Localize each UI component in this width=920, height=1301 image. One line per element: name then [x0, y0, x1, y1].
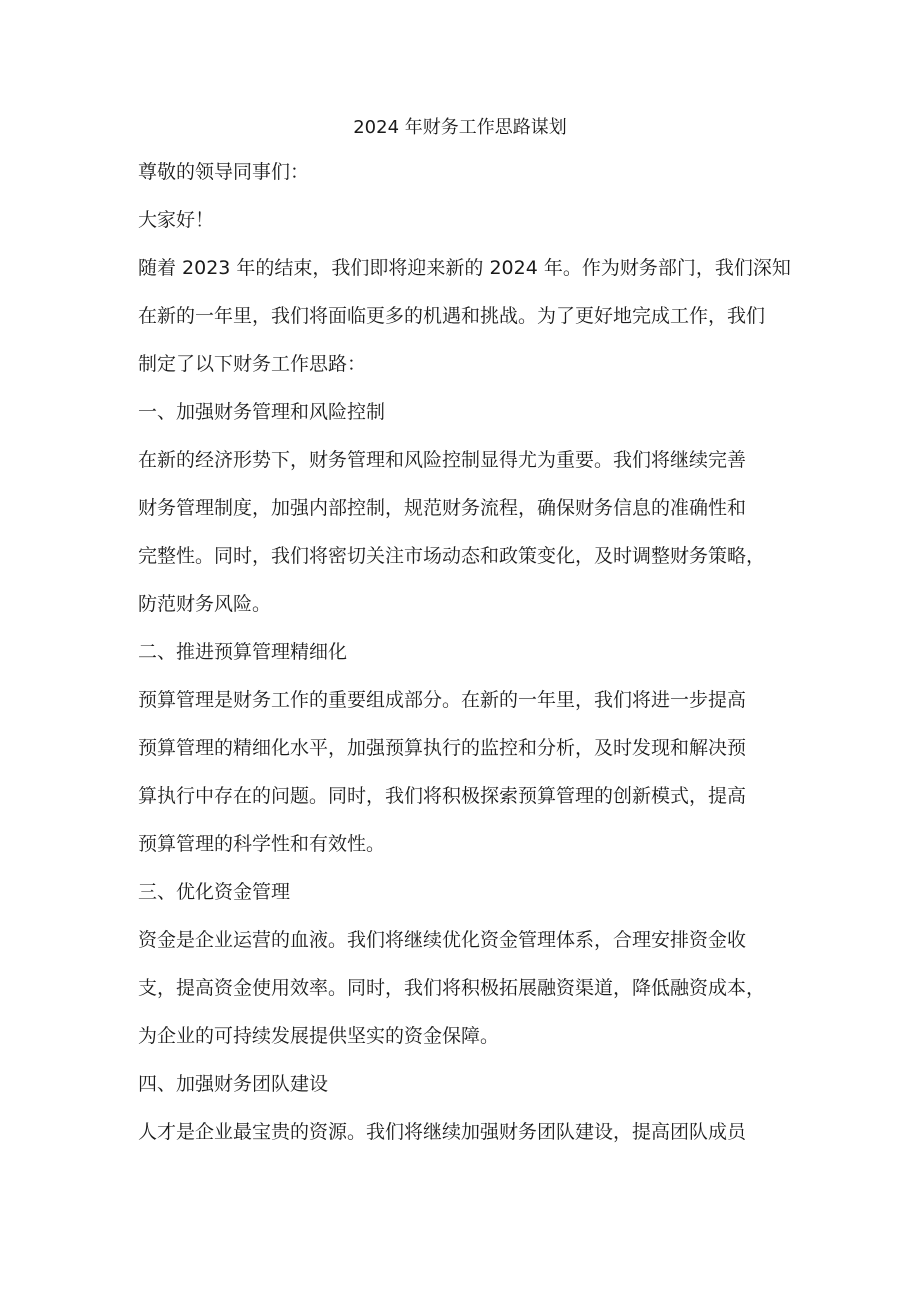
- intro-line: 随着 2023 年的结束，我们即将迎来新的 2024 年。作为财务部门，我们深知: [138, 257, 791, 279]
- section-1-line: 财务管理制度，加强内部控制，规范财务流程，确保财务信息的准确性和: [138, 497, 747, 519]
- salutation-line: 尊敬的领导同事们：: [138, 161, 310, 183]
- section-4-line: 人才是企业最宝贵的资源。我们将继续加强财务团队建设，提高团队成员: [138, 1121, 747, 1143]
- document-title: 2024 年财务工作思路谋划: [353, 117, 567, 138]
- section-2-line: 算执行中存在的问题。同时，我们将积极探索预算管理的创新模式，提高: [138, 785, 747, 807]
- section-3-line: 资金是企业运营的血液。我们将继续优化资金管理体系，合理安排资金收: [138, 929, 747, 951]
- greeting-line: 大家好！: [138, 209, 215, 231]
- section-2-line: 预算管理的精细化水平，加强预算执行的监控和分析，及时发现和解决预: [138, 737, 747, 759]
- intro-line: 在新的一年里，我们将面临更多的机遇和挑战。为了更好地完成工作，我们: [138, 305, 766, 327]
- section-3-line: 支，提高资金使用效率。同时，我们将积极拓展融资渠道，降低融资成本，: [138, 977, 766, 999]
- section-1-line: 完整性。同时，我们将密切关注市场动态和政策变化，及时调整财务策略，: [138, 545, 766, 567]
- intro-line: 制定了以下财务工作思路：: [138, 353, 367, 375]
- section-1-line: 在新的经济形势下，财务管理和风险控制显得尤为重要。我们将继续完善: [138, 449, 747, 471]
- section-1-line: 防范财务风险。: [138, 593, 272, 615]
- section-heading-4: 四、加强财务团队建设: [138, 1073, 329, 1095]
- section-2-line: 预算管理的科学性和有效性。: [138, 833, 386, 855]
- section-heading-1: 一、加强财务管理和风险控制: [138, 401, 386, 423]
- section-heading-3: 三、优化资金管理: [138, 881, 291, 903]
- section-3-line: 为企业的可持续发展提供坚实的资金保障。: [138, 1025, 500, 1047]
- section-2-line: 预算管理是财务工作的重要组成部分。在新的一年里，我们将进一步提高: [138, 689, 747, 711]
- document-body: [138, 148, 791, 1156]
- section-heading-2: 二、推进预算管理精细化: [138, 641, 348, 663]
